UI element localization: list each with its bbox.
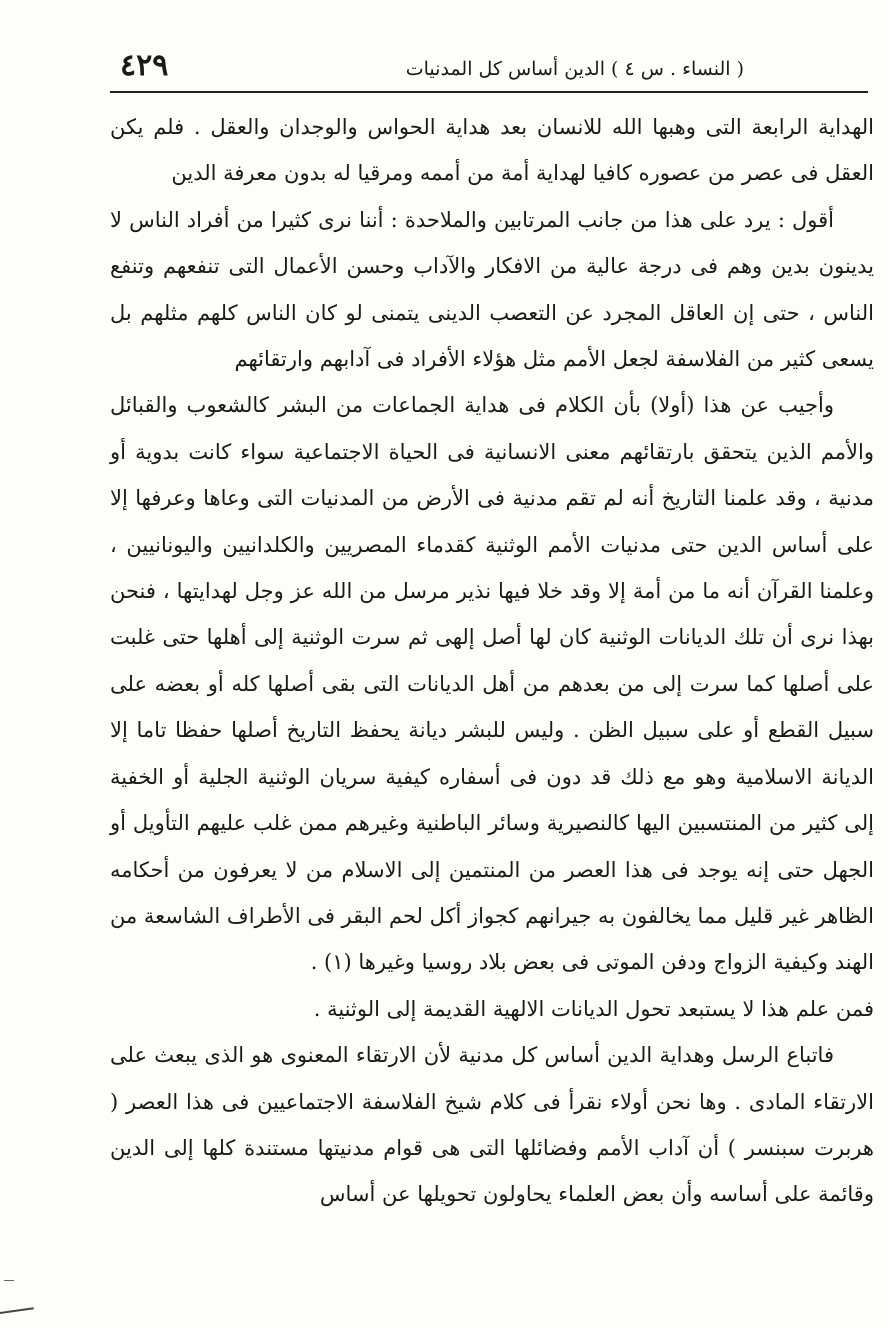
page-number: ٤٢٩ xyxy=(120,48,169,83)
scan-margin-mark xyxy=(0,1307,34,1314)
page-header xyxy=(112,48,864,92)
paragraph-4: فمن علم هذا لا يستبعد تحول الديانات الالهية القديمة إلى الوثنية . xyxy=(313,996,874,1021)
paragraph-5: فاتباع الرسل وهداية الدين أساس كل مدنية لأن الارتقاء المعنوى هو الذى يبعث على الارتقاء المادى . وها نحن أولاء نقرأ فى كلام شيخ الفلاسفة الاجتماعيين فى هذا العصر ( هربرت سبنسر ) أن آداب الأمم وفضائلها التى هى قوام مدنيتها مستندة كلها إلى الدين وقائمة على أساسه وأن بعض العلماء يحاولون تحويلها عن أساس xyxy=(110,1043,874,1207)
paragraph-2: أقول : يرد على هذا من جانب المرتابين والملاحدة : أننا نرى كثيرا من أفراد الناس لا يدينون بدين وهم فى درجة عالية من الافكار والآداب وحسن الأعمال التى تنفعهم وتنفع الناس ، حتى إن العاقل المجرد عن التعصب الدينى يتمنى لو كان الناس كلهم مثلهم بل يسعى كثير من الفلاسفة لجعل الأمم مثل هؤلاء الأفراد فى آدابهم وارتقائهم xyxy=(110,207,874,372)
paragraph-1: الهداية الرابعة التى وهبها الله للانسان بعد هداية الحواس والوجدان والعقل . فلم يكن العقل فى عصر من عصوره كافيا لهداية أمة من أممه ومرقيا له بدون معرفة الدين xyxy=(110,115,874,186)
header-rule xyxy=(110,91,868,93)
scan-margin-tick xyxy=(4,1280,14,1281)
body-text xyxy=(110,104,874,1218)
running-head: ( النساء . س ٤ ) الدين أساس كل المدنيات xyxy=(405,58,744,80)
paragraph-3: وأجيب عن هذا (أولا) بأن الكلام فى هداية الجماعات من البشر كالشعوب والقبائل والأمم الذين يتحقق بارتقائهم معنى الانسانية فى الحياة الاجتماعية سواء كانت بدوية أو مدنية ، وقد علمنا التاريخ أنه لم تقم مدنية فى الأرض من المدنيات التى وعاها وعرفها إلا على أساس الدين حتى مدنيات الأمم الوثنية كقدماء المصريين والكلدانيين واليونانيين ، وعلمنا القرآن أنه ما من أمة إلا وقد خلا فيها نذير مرسل من الله عز وجل لهدايتها ، فنحن بهذا نرى أن تلك الديانات الوثنية كان لها أصل إلهى ثم سرت الوثنية إلى أهلها حتى غلبت على أصلها كما سرت إلى من بعدهم من أهل الديانات التى بقى أصلها كله أو بعضه على سبيل القطع أو على سبيل الظن . وليس للبشر ديانة يحفظ التاريخ أصلها حفظا تاما إلا الديانة الاسلامية وهو مع ذلك قد دون فى أسفاره كيفية سريان الوثنية الجلية أو الخفية إلى كثير من المنتسبين اليها كالنصيرية وسائر الباطنية وغيرهم ممن غلب عليهم التأويل أو الجهل حتى إنه يوجد فى هذا العصر من المنتمين إلى الاسلام من لا يعرفون من أحكامه الظاهر غير قليل مما يخالفون به جيرانهم كجواز أكل لحم البقر فى الأطراف الشاسعة من الهند وكيفية الزواج ودفن الموتى فى بعض بلاد روسيا وغيرها (١) . xyxy=(110,393,874,975)
